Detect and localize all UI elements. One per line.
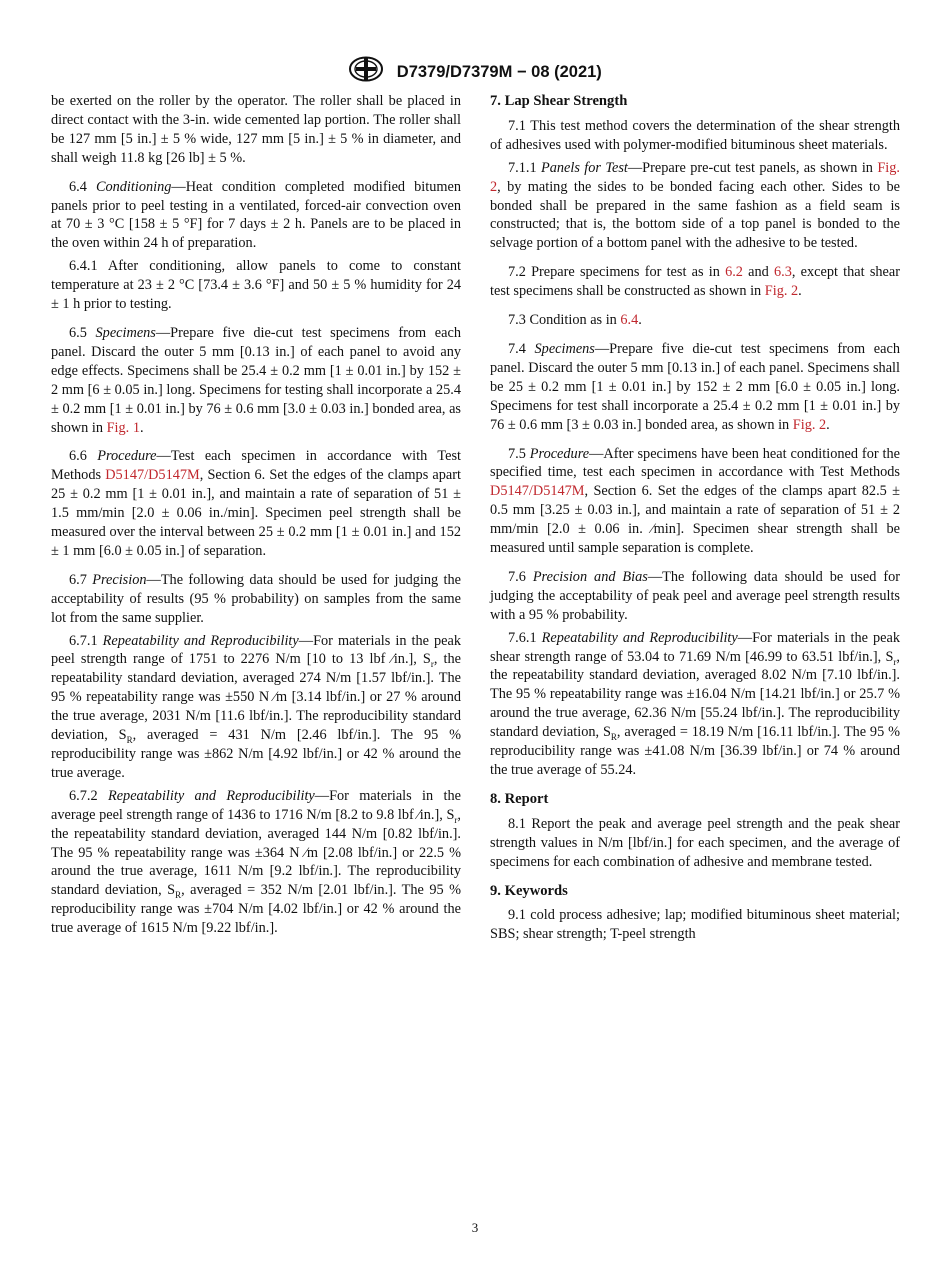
- paragraph-8-1: 8.1 Report the peak and average peel strength and the peak shear strength values in N/m [lbf/in.] for each specimen, and the average of specimens for each combination of adhesive and membrane tested.: [490, 815, 900, 870]
- paragraph-7-3: 7.3 Condition as in 6.4.: [508, 312, 642, 329]
- section-8-heading: 8. Report: [490, 790, 549, 807]
- paragraph-6-7: 6.7 Precision—The following data should be used for judging the acceptability of results (95 % probability) on samples from the same lot from the same supplier.: [51, 571, 461, 626]
- document-title: D7379/D7379M − 08 (2021): [396, 63, 602, 81]
- paragraph-7-6: 7.6 Precision and Bias—The following data should be used for judging the acceptability of peak peel and average peel strength results with a 95 % probability.: [490, 568, 900, 623]
- fig-2-link[interactable]: Fig. 2: [490, 159, 900, 195]
- section-6-2-link[interactable]: 6.2: [725, 264, 743, 281]
- paragraph-7-2: 7.2 Prepare specimens for test as in 6.2 and 6.3, except that shear test specimens shall be constructed as shown in Fig. 2.: [490, 264, 900, 300]
- fig-2-link[interactable]: Fig. 2: [764, 283, 799, 300]
- d5147-link[interactable]: D5147/D5147M: [105, 467, 200, 484]
- paragraph-6-6: 6.6 Procedure—Test each specimen in accordance with Test Methods D5147/D5147M, Section 6. Set the edges of the clamps apart 25 ± 0.2 mm [1 ± 0.01 in.], and maintain a rate of separation of 51 ± 1.5 mm/min [2.0 ± 0.06 in./min]. Specimen peel strength shall be measured over the interval between 25 ± 0.2 mm [1 ± 0.01 in.] and 152 ± 1 mm [6.0 ± 0.05 in.] of separation.: [51, 448, 461, 559]
- section-9-heading: 9. Keywords: [490, 882, 568, 899]
- page-number: 3: [471, 1220, 479, 1235]
- paragraph-7-1: 7.1 This test method covers the determination of the shear strength of adhesives used with polymer-modified bituminous sheet materials.: [490, 117, 900, 153]
- paragraph-6-4: 6.4 Conditioning—Heat condition completed modified bitumen panels prior to peel testing in a ventilated, forced-air convection oven at 70 ± 3 °C [158 ± 5 °F] for 7 days ± 2 h. Panels are to be placed in the oven within 24 h of preparation.: [51, 178, 462, 252]
- paragraph-7-5: 7.5 Procedure—After specimens have been heat conditioned for the specified time, test each specimen in accordance with Test Methods D5147/D5147M, Section 6. Set the edges of the clamps apart 82.5 ± 0.5 mm [3.25 ± 0.03 in.], and maintain a rate of separation of 51 ± 2 mm/min [2.0 ± 0.06 in. ⁄min]. Specimen shear strength shall be measured until sample separation is complete.: [490, 445, 900, 557]
- paragraph-7-4: 7.4 Specimens—Prepare five die-cut test specimens from each panel. Discard the outer 5 mm [0.13 in.] of each panel. Specimens shall be 25 ± 0.2 mm [1 ± 0.01 in.] by 152 ± 2 mm [6.0 ± 0.05 in.] long. Specimens for test shall incorporate a 25.4 ± 0.2 mm [1 ± 0.01 in.] by 76 ± 0.6 mm [3 ± 0.03 in.] bonded area, as shown in Fig. 2.: [490, 340, 900, 433]
- paragraph-7-6-1: 7.6.1 Repeatability and Reproducibility—For materials in the peak shear strength range of 53.04 to 71.69 N/m [46.99 to 63.51 lbf/in.], $S_r$, the repeatability standard deviation, averaged 8.02 N/m [7.10 lbf/in.]. The 95 % repeatability range was ±16.04 N/m [14.21 lbf/in.] or 25.7 % around the true average, 62.36 N/m [55.24 lbf/in.]. The reproducibility standard deviation, $S_R$, averaged = 18.19 N/m [16.11 lbf/in.]. The 95 % reproducibility range was ±41.08 N/m [36.39 lbf/in.] or 74 % around the true average of 55.24.: [490, 629, 901, 778]
- astm-logo-icon: [348, 56, 384, 88]
- paragraph-6-5: 6.5 Specimens—Prepare five die-cut test specimens from each panel. Discard the outer 5 mm [0.13 in.] of each panel to avoid any edge effects. Specimens shall be 25.4 ± 0.2 mm [1 ± 0.01 in.] by 152 ± 2 mm [6 ± 0.05 in.] long. Specimens for testing shall incorporate a 25.4 ± 0.2 mm [1 ± 0.01 in.] by 76 ± 0.6 mm [3.0 ± 0.03 in.] bonded area, as shown in Fig. 1.: [51, 324, 461, 436]
- d5147-link[interactable]: D5147/D5147M: [490, 483, 585, 500]
- paragraph-7-1-1: 7.1.1 Panels for Test—Prepare pre-cut test panels, as shown in Fig. 2, by mating the sides to be bonded facing each other. Sides to be bonded shall be prepared in the same fashion as a field seam is constructed; that is, the bottom side of a top panel is bonded to the selvage portion of a bottom panel with the adhesive to be tested.: [490, 159, 900, 252]
- fig-1-link[interactable]: Fig. 1: [106, 419, 140, 436]
- section-6-3-link[interactable]: 6.3: [774, 264, 792, 281]
- section-7-heading: 7. Lap Shear Strength: [490, 93, 628, 109]
- page-header: [0, 56, 950, 88]
- right-column: [490, 92, 900, 948]
- paragraph-6-7-2: 6.7.2 Repeatability and Reproducibility—For materials in the average peel strength range of 1436 to 1716 N/m [8.2 to 9.8 lbf ⁄in.], $S_r$, the repeatability standard deviation, averaged 144 N/m [0.82 lbf/in.]. The 95 % repeatability range was ±364 N ⁄m [2.08 lbf/in.] or 22.5 % around the true average, 1611 N/m [9.2 lbf/in.]. The reproducibility standard deviation, $S_R$, averaged = 352 N/m [2.01 lbf/in.]. The 95 % reproducibility range was ±704 N/m [4.02 lbf/in.] or 42 % around the true average of 1615 N/m [9.22 lbf/in.].: [51, 787, 462, 937]
- paragraph-6-7-1: 6.7.1 Repeatability and Reproducibility—For materials in the peak peel strength range of 1751 to 2276 N/m [10 to 13 lbf ⁄in.], $S_r$, the repeatability standard deviation, averaged 274 N/m [1.57 lbf/in.]. The 95 % repeatability range was ±550 N ⁄m [3.14 lbf/in.] or 27 % around the true average, 2031 N/m [11.6 lbf/in.]. The reproducibility standard deviation, $S_R$, averaged = 431 N/m [2.46 lbf/in.]. The 95 % reproducibility range was ±862 N/m [4.92 lbf/in.] or 42 % around the true average.: [51, 632, 461, 781]
- fig-2-link[interactable]: Fig. 2: [792, 416, 827, 433]
- left-column: [51, 92, 461, 942]
- paragraph-6-4-1: 6.4.1 After conditioning, allow panels to come to constant temperature at 23 ± 2 °C [73.4 ± 3.6 °F] and 50 ± 5 % humidity for 24 ± 1 h prior to testing.: [51, 258, 461, 313]
- section-6-4-link[interactable]: 6.4: [620, 312, 639, 329]
- paragraph-continuation: be exerted on the roller by the operator. The roller shall be placed in direct contact with the 3-in. wide cemented lap portion. The roller shall be 127 mm [5 in.] ± 5 % wide, 127 mm [5 in.] ± 5 % in diameter, and shall weigh 11.8 kg [26 lb] ± 5 %.: [51, 93, 461, 166]
- paragraph-9-1: 9.1 cold process adhesive; lap; modified bituminous sheet material; SBS; shear strength; T-peel strength: [490, 907, 900, 943]
